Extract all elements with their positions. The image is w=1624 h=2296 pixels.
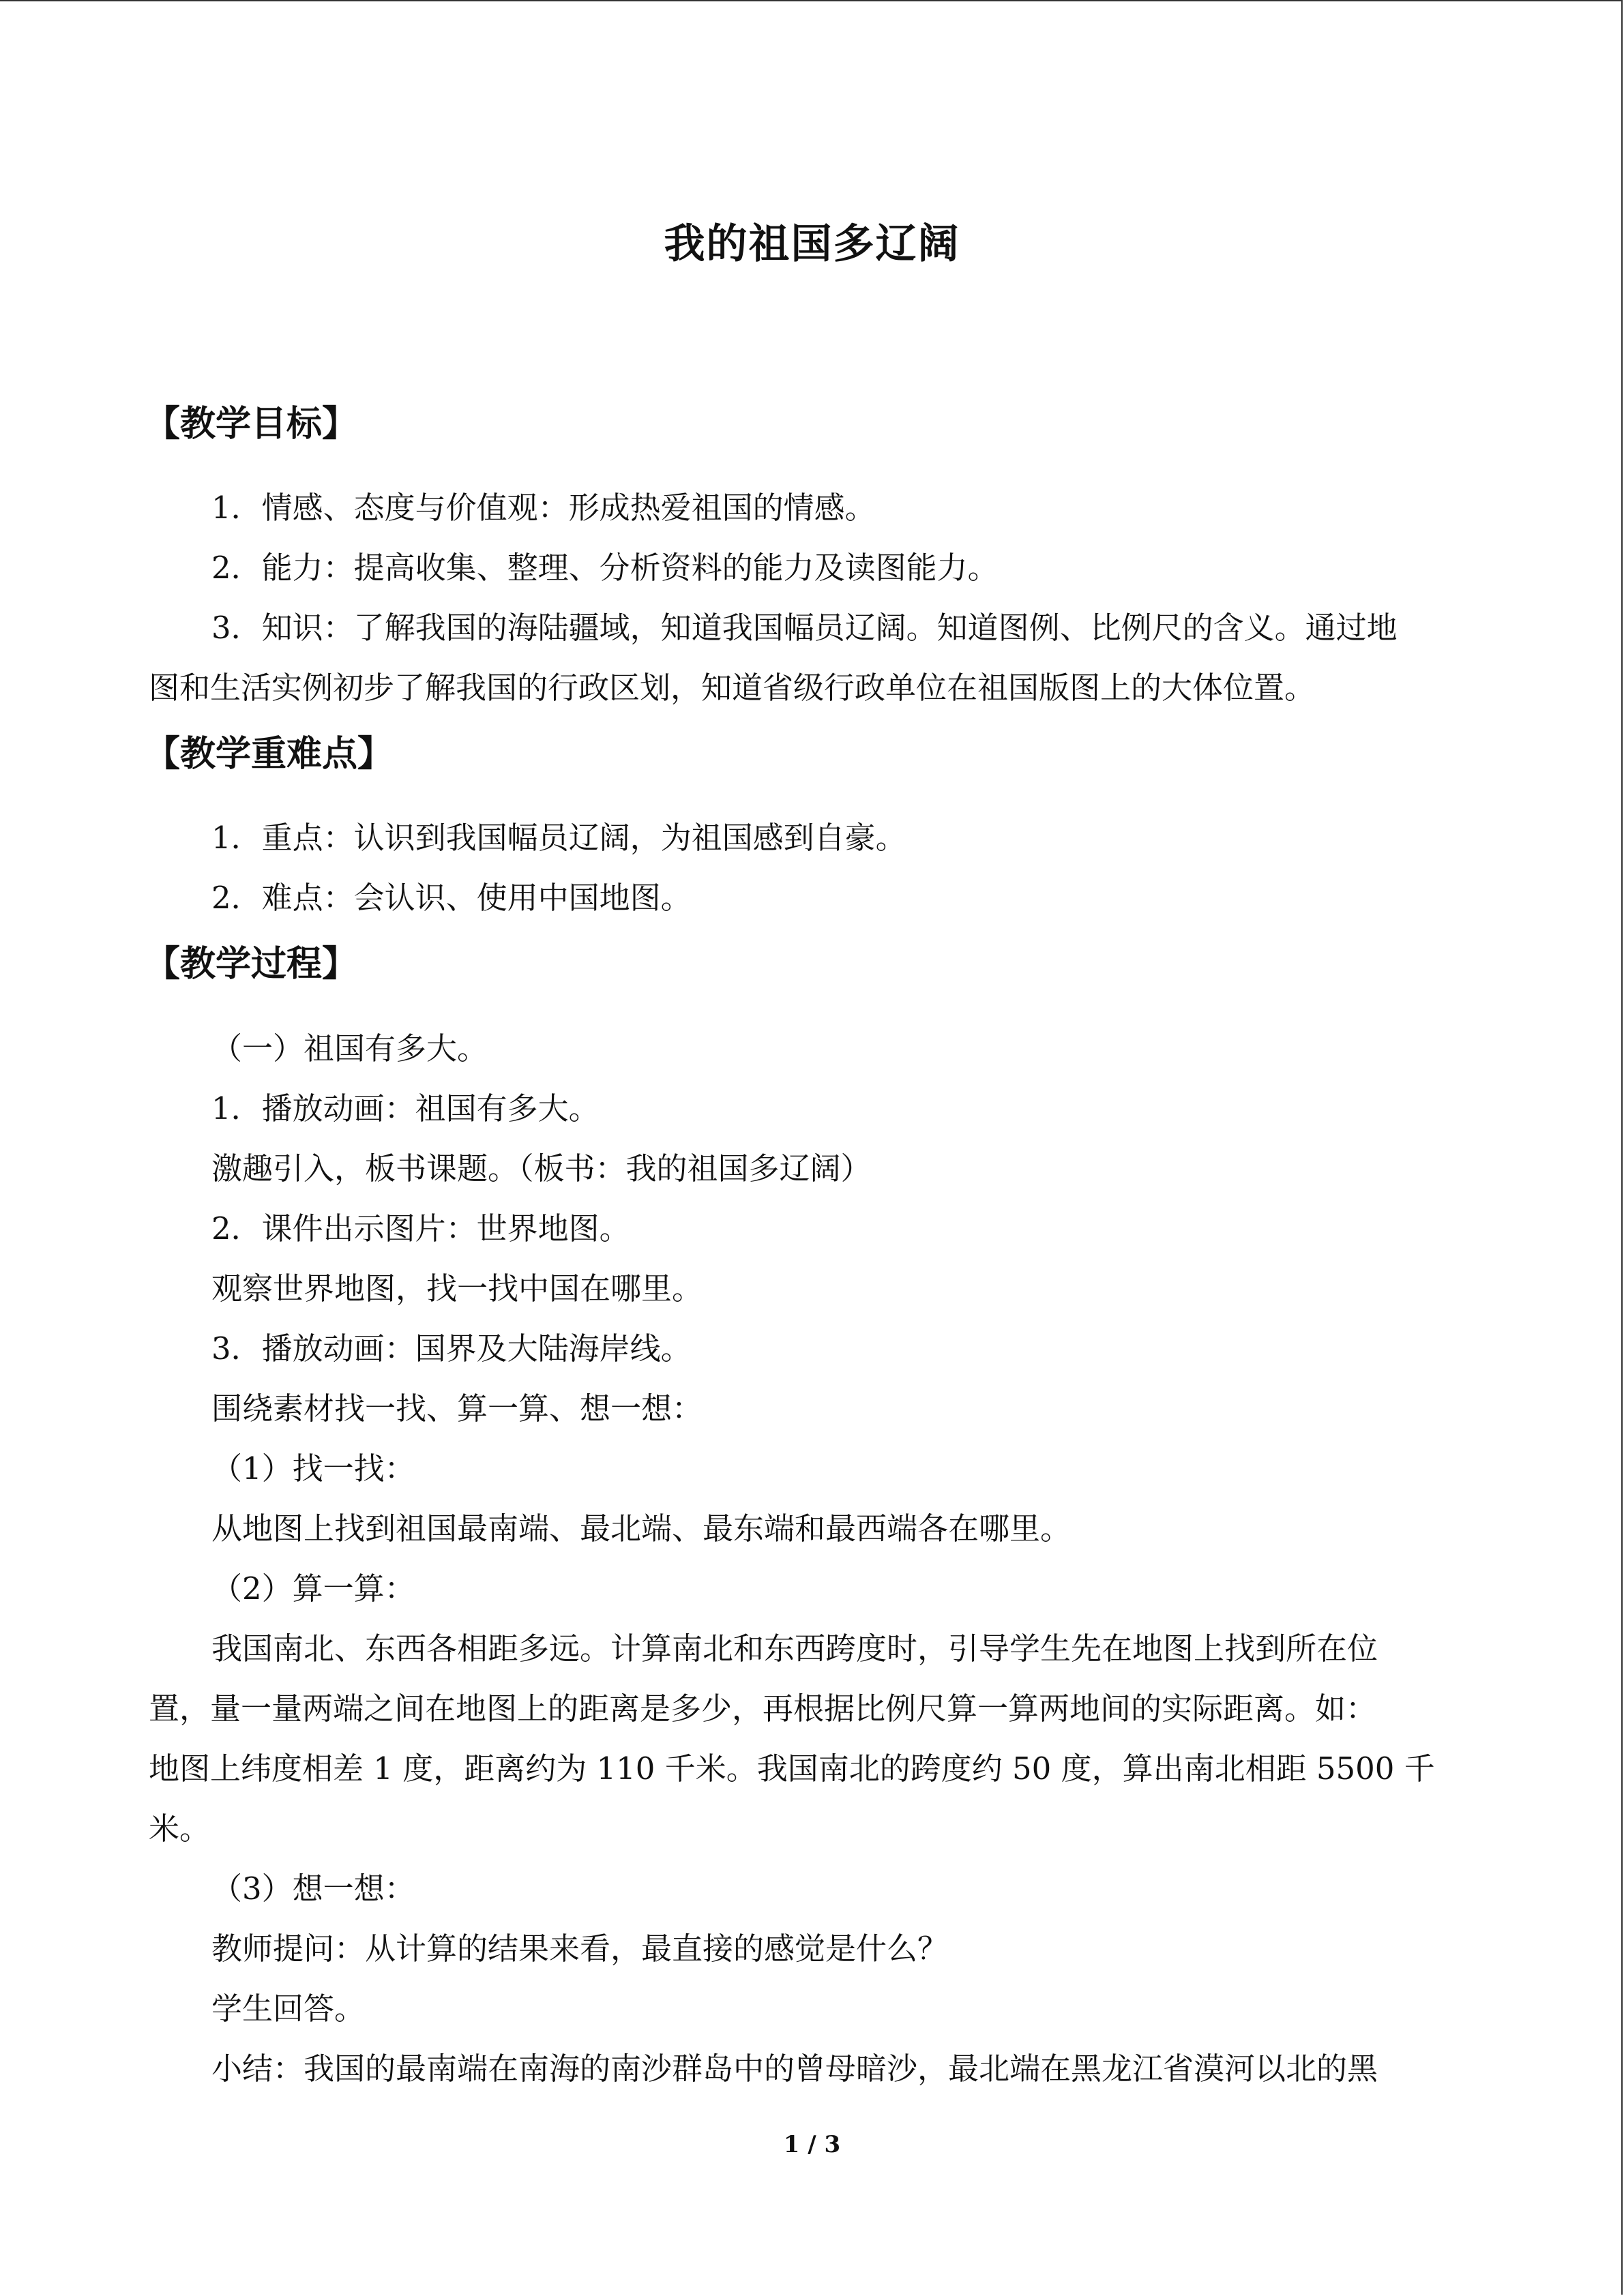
process-line: 我国南北、东西各相距多远。计算南北和东西跨度时，引导学生先在地图上找到所在位 xyxy=(211,1630,1378,1667)
process-line: 学生回答。 xyxy=(211,1991,366,2027)
process-line: 置，量一量两端之间在地图上的距离是多少，再根据比例尺算一算两地间的实际距离。如： xyxy=(149,1690,1377,1727)
process-line: （1）找一找： xyxy=(211,1450,415,1487)
process-line: 米。 xyxy=(149,1810,211,1847)
key-point-line: 2．难点：会认识、使用中国地图。 xyxy=(211,880,692,916)
objective-line: 图和生活实例初步了解我国的行政区划，知道省级行政单位在祖国版图上的大体位置。 xyxy=(149,670,1316,706)
process-line: （3）想一想： xyxy=(211,1870,415,1907)
process-line: （2）算一算： xyxy=(211,1570,415,1607)
process-line: 小结：我国的最南端在南海的南沙群岛中的曾母暗沙，最北端在黑龙江省漠河以北的黑 xyxy=(211,2051,1378,2087)
key-point-line: 1．重点：认识到我国幅员辽阔，为祖国感到自豪。 xyxy=(211,820,906,856)
heading-objectives: 【教学目标】 xyxy=(145,403,358,445)
objective-line: 3．知识：了解我国的海陆疆域，知道我国幅员辽阔。知道图例、比例尺的含义。通过地 xyxy=(211,610,1398,646)
objective-line: 2．能力：提高收集、整理、分析资料的能力及读图能力。 xyxy=(211,550,999,586)
heading-process: 【教学过程】 xyxy=(145,943,358,985)
process-line: 从地图上找到祖国最南端、最北端、最东端和最西端各在哪里。 xyxy=(211,1510,1072,1547)
process-line: 激趣引入，板书课题。（板书：我的祖国多辽阔） xyxy=(211,1150,872,1187)
document-title: 我的祖国多辽阔 xyxy=(664,220,960,268)
heading-key-points: 【教学重难点】 xyxy=(145,733,394,775)
process-line: 观察世界地图，找一找中国在哪里。 xyxy=(211,1270,703,1307)
objective-line: 1．情感、态度与价值观：形成热爱祖国的情感。 xyxy=(211,490,876,526)
process-line: （一）祖国有多大。 xyxy=(211,1030,488,1067)
process-line: 1．播放动画：祖国有多大。 xyxy=(211,1090,600,1127)
process-line: 教师提问：从计算的结果来看，最直接的感觉是什么？ xyxy=(211,1930,949,1967)
process-line: 围绕素材找一找、算一算、想一想： xyxy=(211,1390,703,1427)
process-line: 2．课件出示图片：世界地图。 xyxy=(211,1210,630,1247)
page-number: 1 / 3 xyxy=(783,2131,841,2158)
process-line: 地图上纬度相差 1 度，距离约为 110 千米。我国南北的跨度约 50 度，算出南北相距 5500 千 xyxy=(149,1750,1435,1787)
process-line: 3．播放动画：国界及大陆海岸线。 xyxy=(211,1330,692,1367)
